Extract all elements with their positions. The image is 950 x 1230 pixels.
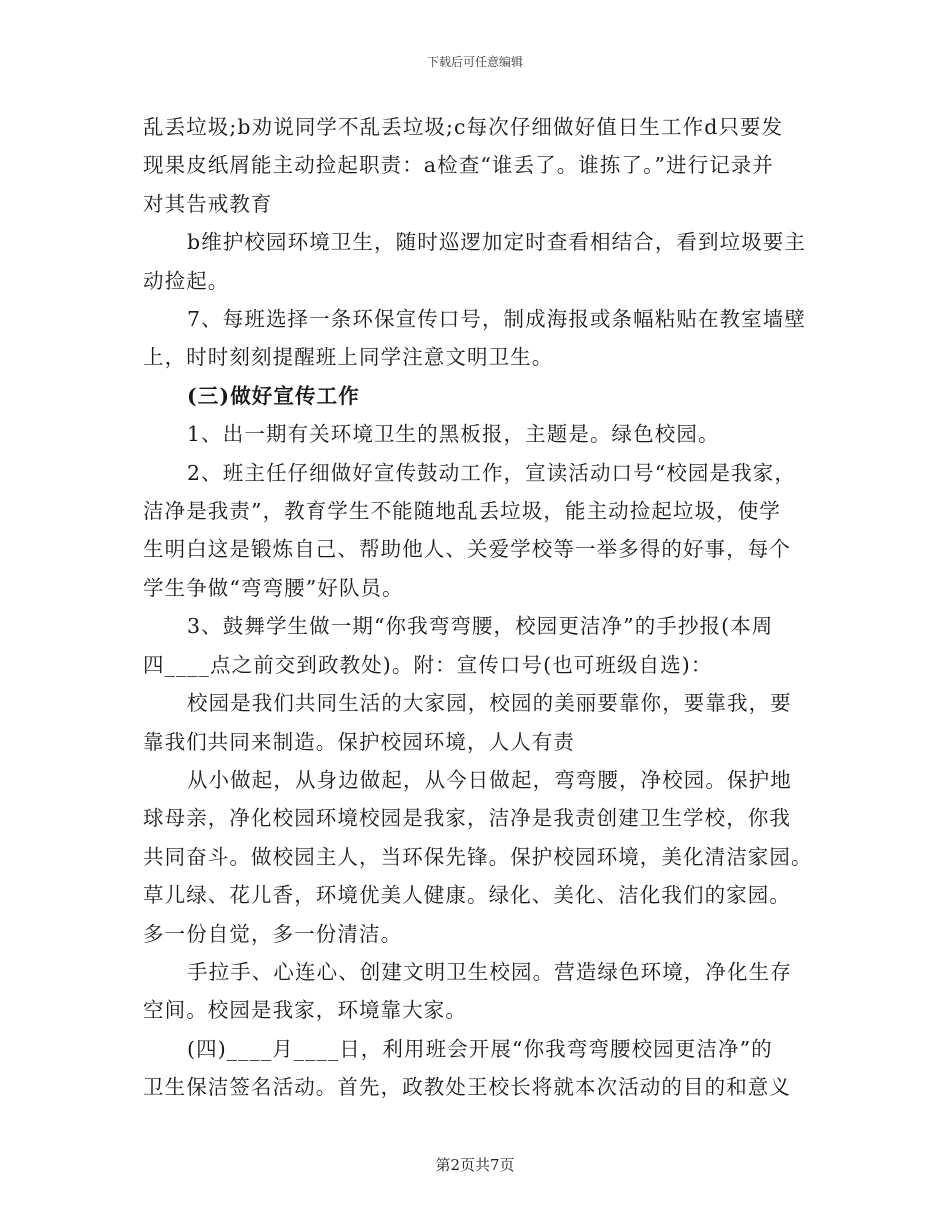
paragraph-line: 草儿绿、花儿香，环境优美人健康。绿化、美化、洁化我们的家园。 xyxy=(143,883,791,908)
paragraph-line: 乱丢垃圾;b劝说同学不乱丢垃圾;c每次仔细做好值日生工作d只要发 xyxy=(143,115,784,139)
paragraph-line: 2、班主任仔细做好宣传鼓动工作，宣读活动口号“校园是我家， xyxy=(187,460,796,485)
paragraph-line: 卫生保洁签名活动。首先，政教处王校长将就本次活动的目的和意义 xyxy=(143,1075,791,1100)
paragraph-line: 空间。校园是我家，环境靠大家。 xyxy=(143,998,467,1023)
page-footer: 第2页共7页 xyxy=(435,1156,515,1174)
paragraph-line: 四____点之前交到政教处)。附：宣传口号(也可班级自选)： xyxy=(143,652,713,677)
paragraph-line: 3、鼓舞学生做一期“你我弯弯腰，校园更洁净”的手抄报(本周 xyxy=(187,614,774,639)
paragraph-line: 共同奋斗。做校园主人，当环保先锋。保护校园环境，美化清洁家园。 xyxy=(143,844,813,869)
paragraph-line: b维护校园环境卫生，随时巡逻加定时查看相结合，看到垃圾要主 xyxy=(187,230,807,255)
paragraph-line: 校园是我们共同生活的大家园，校园的美丽要靠你，要靠我，要 xyxy=(187,691,792,716)
paragraph-line: 上，时时刻刻提醒班上同学注意文明卫生。 xyxy=(143,345,554,370)
paragraph-line: 手拉手、心连心、创建文明卫生校园。营造绿色环境，净化生存 xyxy=(187,959,792,984)
page-header: 下载后可任意编辑 xyxy=(426,55,523,69)
section-heading: (三)做好宣传工作 xyxy=(187,383,360,408)
paragraph-line: 多一份自觉，多一份清洁。 xyxy=(143,921,403,946)
document-body xyxy=(143,108,813,1107)
paragraph-line: (四)____月____日，利用班会开展“你我弯弯腰校园更洁净”的 xyxy=(187,1036,773,1061)
paragraph-line: 从小做起，从身边做起，从今日做起，弯弯腰，净校园。保护地 xyxy=(187,767,792,792)
paragraph-line: 7、每班选择一条环保宣传口号，制成海报或条幅粘贴在教室墙壁 xyxy=(187,307,806,332)
paragraph-line: 生明白这是锻炼自己、帮助他人、关爱学校等一举多得的好事，每个 xyxy=(143,537,791,562)
paragraph-line: 1、出一期有关环境卫生的黑板报，主题是。绿色校园。 xyxy=(187,422,720,447)
paragraph-line: 学生争做“弯弯腰”好队员。 xyxy=(143,575,404,600)
paragraph-line: 对其告戒教育 xyxy=(143,191,273,216)
paragraph-line: 靠我们共同来制造。保护校园环境，人人有责 xyxy=(143,729,575,754)
paragraph-line: 动捡起。 xyxy=(143,268,230,293)
paragraph-line: 球母亲，净化校园环境校园是我家，洁净是我责创建卫生学校，你我 xyxy=(143,806,791,831)
paragraph-line: 洁净是我责”，教育学生不能随地乱丢垃圾，能主动捡起垃圾，使学 xyxy=(143,499,781,524)
paragraph-line: 现果皮纸屑能主动捡起职责：a检查“谁丢了。谁拣了。”进行记录并 xyxy=(143,153,775,178)
